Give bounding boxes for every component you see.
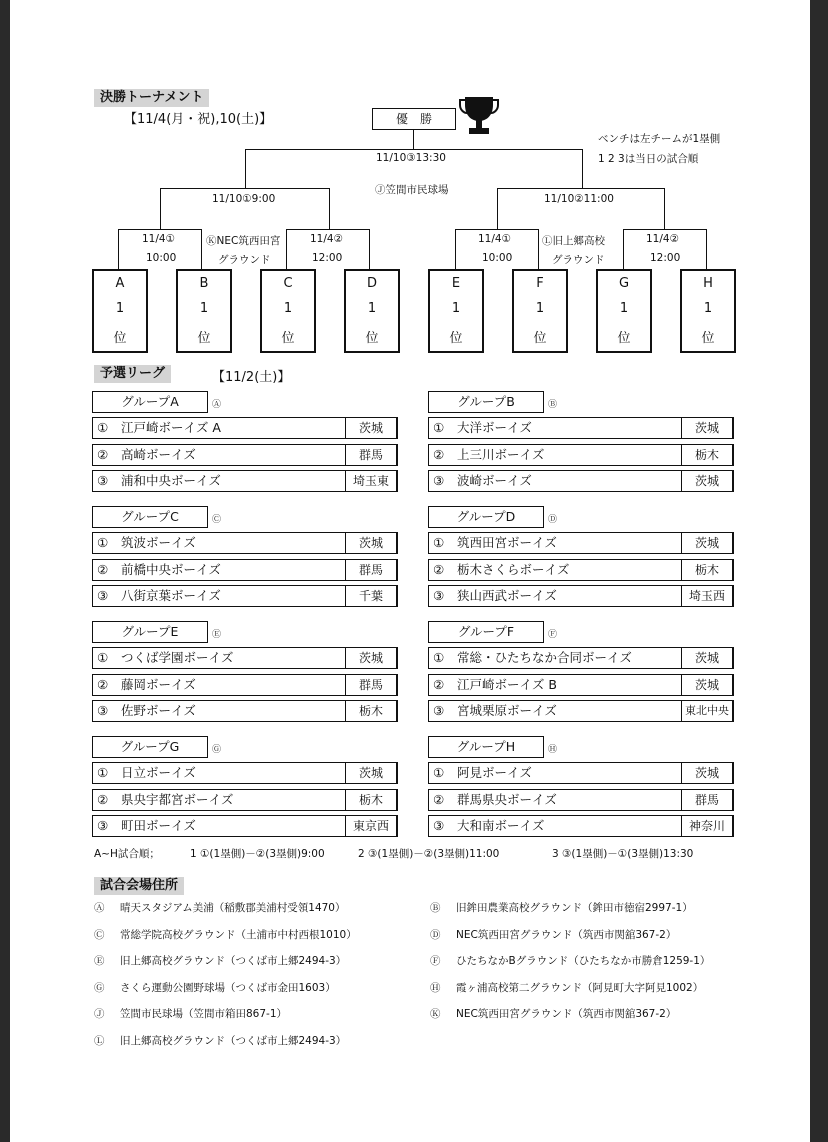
team-prefecture: 栃木 (345, 789, 397, 811)
seed-box-e: E 1 位 (428, 269, 484, 353)
venue-right-2: グラウンド (552, 254, 605, 266)
venue-item (94, 1033, 346, 1048)
venue-address: 晴天スタジアム美浦（稲敷郡美浦村受領1470） (120, 902, 346, 914)
venue-item (94, 953, 346, 968)
team-name: 常総・ひたちなか合同ボーイズ (457, 650, 632, 665)
team-row (428, 647, 734, 669)
venue-mark: Ⓓ (430, 928, 441, 941)
team-prefecture: 茨城 (345, 532, 397, 554)
team-prefecture: 埼玉東 (345, 470, 397, 492)
venue-address: さくら運動公園野球場（つくば市金田1603） (120, 981, 336, 994)
team-prefecture: 茨城 (681, 470, 733, 492)
team-name: 江戸崎ボーイズ A (121, 420, 221, 435)
team-name: 高崎ボーイズ (121, 446, 196, 462)
team-row (92, 585, 398, 607)
team-order: ② (97, 791, 109, 807)
venue-mark: Ⓚ (430, 1008, 441, 1021)
venue-mark: Ⓖ (94, 981, 105, 994)
venue-item (94, 900, 346, 915)
document-page (10, 0, 810, 1142)
team-order: ② (97, 561, 109, 577)
team-name: 筑波ボーイズ (121, 535, 196, 550)
team-prefecture: 茨城 (681, 647, 733, 669)
q2-left-time: 12:00 (312, 252, 343, 264)
team-order: ① (97, 535, 109, 550)
group-venue-mark: Ⓒ (212, 515, 222, 525)
team-prefecture: 栃木 (345, 700, 397, 722)
team-prefecture: 群馬 (681, 789, 733, 811)
team-row (428, 470, 734, 492)
order-note: 1 2 3は当日の試合順 (598, 153, 699, 165)
team-prefecture: 茨城 (345, 762, 397, 784)
venue-left-2: グラウンド (218, 254, 271, 266)
team-order: ③ (433, 703, 445, 718)
team-name: 日立ボーイズ (121, 765, 196, 780)
venue-left-1: ⓀNEC筑西田宮 (206, 235, 281, 247)
team-name: 狭山西武ボーイズ (457, 588, 557, 603)
venue-address: 常総学院高校グラウンド（土浦市中村西根1010） (120, 928, 357, 941)
team-name: 町田ボーイズ (121, 818, 196, 833)
venue-mark: Ⓙ (94, 1008, 105, 1021)
team-order: ③ (433, 473, 445, 488)
team-prefecture: 神奈川 (681, 815, 733, 837)
venue-right-1: Ⓛ旧上郷高校 (542, 235, 605, 247)
venue-mark: Ⓑ (430, 902, 441, 914)
team-prefecture: 群馬 (345, 674, 397, 696)
venue-item (430, 980, 703, 995)
team-prefecture: 群馬 (345, 444, 397, 466)
team-order: ③ (433, 818, 445, 833)
q1-right-time: 10:00 (482, 252, 513, 264)
group-title: グループA (92, 391, 208, 413)
group-venue-mark: Ⓓ (548, 515, 558, 525)
venue-mark: Ⓕ (430, 955, 441, 968)
team-prefecture: 茨城 (681, 532, 733, 554)
team-order: ③ (97, 588, 109, 603)
seed-box-h: H 1 位 (680, 269, 736, 353)
team-name: 栃木さくらボーイズ (457, 561, 570, 577)
venue-item (94, 1006, 287, 1021)
group-title: グループB (428, 391, 544, 413)
victory-box: 優 勝 (372, 108, 456, 130)
team-row (92, 700, 398, 722)
team-order: ③ (97, 818, 109, 833)
q1-left-time: 10:00 (146, 252, 177, 264)
team-name: 江戸崎ボーイズ B (457, 676, 557, 692)
order-2: 2 ③(1塁側)－②(3塁側)11:00 (358, 848, 500, 860)
team-row (428, 674, 734, 696)
team-row (428, 585, 734, 607)
team-order: ① (97, 650, 109, 665)
venue-item (430, 900, 693, 915)
team-row (428, 815, 734, 837)
team-name: 八街京葉ボーイズ (121, 588, 221, 603)
group-title: グループE (92, 621, 208, 643)
team-prefecture: 東京西 (345, 815, 397, 837)
team-row (92, 417, 398, 439)
venue-address: NEC筑西田宮グラウンド（筑西市関舘367-2） (456, 928, 677, 941)
team-row (428, 532, 734, 554)
venue-item (430, 1006, 676, 1021)
team-name: 前橋中央ボーイズ (121, 561, 221, 577)
team-prefecture: 東北中央 (681, 700, 733, 722)
team-name: つくば学園ボーイズ (121, 650, 234, 665)
group-venue-mark: Ⓐ (212, 400, 222, 410)
venue-address: 旧上郷高校グラウンド（つくば市上郷2494-3） (120, 1035, 347, 1047)
team-row (92, 532, 398, 554)
team-order: ② (97, 676, 109, 692)
team-row (92, 674, 398, 696)
team-row (92, 559, 398, 581)
q2-left: 11/4② (310, 233, 343, 245)
team-name: 宮城栗原ボーイズ (457, 703, 557, 718)
team-name: 筑西田宮ボーイズ (457, 535, 557, 550)
group-title: グループG (92, 736, 208, 758)
prelim-title: 予選リーグ (94, 365, 171, 383)
group-venue-mark: Ⓖ (212, 745, 222, 755)
team-prefecture: 茨城 (345, 417, 397, 439)
team-row (92, 647, 398, 669)
q1-right: 11/4① (478, 233, 511, 245)
venues-title: 試合会場住所 (94, 877, 184, 895)
venue-mark: Ⓐ (94, 902, 105, 914)
venue-address: 霞ヶ浦高校第二グラウンド（阿見町大字阿見1002） (456, 981, 704, 994)
team-order: ③ (97, 473, 109, 488)
finals-dates: 【11/4(月・祝),10(土)】 (124, 112, 273, 127)
team-name: 波崎ボーイズ (457, 473, 532, 488)
seed-box-g: G 1 位 (596, 269, 652, 353)
team-name: 大洋ボーイズ (457, 420, 532, 435)
team-name: 佐野ボーイズ (121, 703, 196, 718)
q2-right-time: 12:00 (650, 252, 681, 264)
team-order: ② (433, 446, 445, 462)
venue-mark: Ⓒ (94, 928, 105, 941)
team-order: ② (433, 561, 445, 577)
final-time: 11/10③13:30 (376, 152, 446, 164)
team-order: ① (433, 535, 445, 550)
team-name: 藤岡ボーイズ (121, 676, 196, 692)
venue-item (430, 953, 710, 968)
order-label: A~H試合順； (94, 848, 160, 860)
team-prefecture: 栃木 (681, 559, 733, 581)
team-prefecture: 千葉 (345, 585, 397, 607)
team-prefecture: 群馬 (345, 559, 397, 581)
team-prefecture: 茨城 (681, 762, 733, 784)
team-row (428, 559, 734, 581)
trophy-icon (459, 95, 499, 137)
seed-box-d: D 1 位 (344, 269, 400, 353)
final-venue: Ⓙ笠間市民球場 (375, 184, 449, 196)
group-title: グループF (428, 621, 544, 643)
group-venue-mark: Ⓕ (548, 630, 558, 640)
team-row (428, 789, 734, 811)
team-name: 上三川ボーイズ (457, 446, 545, 462)
team-name: 群馬県央ボーイズ (457, 791, 557, 807)
team-row (92, 470, 398, 492)
team-row (92, 815, 398, 837)
finals-title: 決勝トーナメント (94, 89, 209, 107)
team-order: ① (433, 765, 445, 780)
team-prefecture: 茨城 (681, 417, 733, 439)
team-order: ① (433, 650, 445, 665)
team-row (92, 762, 398, 784)
group-title: グループC (92, 506, 208, 528)
team-row (92, 444, 398, 466)
team-prefecture: 埼玉西 (681, 585, 733, 607)
group-title: グループD (428, 506, 544, 528)
team-row (428, 444, 734, 466)
team-order: ② (97, 446, 109, 462)
prelim-date: 【11/2(土)】 (212, 370, 291, 385)
venue-address: 旧鉾田農業高校グラウンド（鉾田市徳宿2997-1） (456, 902, 693, 914)
group-venue-mark: Ⓗ (548, 745, 558, 755)
seed-box-b: B 1 位 (176, 269, 232, 353)
q1-left: 11/4① (142, 233, 175, 245)
team-order: ③ (433, 588, 445, 603)
team-name: 阿見ボーイズ (457, 765, 532, 780)
team-prefecture: 茨城 (345, 647, 397, 669)
team-row (428, 762, 734, 784)
order-3: 3 ③(1塁側)－①(3塁側)13:30 (552, 848, 694, 860)
team-order: ③ (97, 703, 109, 718)
team-order: ② (433, 676, 445, 692)
team-name: 浦和中央ボーイズ (121, 473, 221, 488)
venue-address: ひたちなかBグラウンド（ひたちなか市勝倉1259-1） (456, 955, 711, 968)
team-prefecture: 栃木 (681, 444, 733, 466)
venue-mark: Ⓔ (94, 955, 105, 968)
venue-item (94, 980, 336, 995)
venue-address: 旧上郷高校グラウンド（つくば市上郷2494-3） (120, 955, 347, 968)
team-row (428, 700, 734, 722)
venue-mark: Ⓛ (94, 1035, 105, 1047)
bench-note: ベンチは左チームが1塁側 (598, 133, 721, 145)
group-title: グループH (428, 736, 544, 758)
q2-right: 11/4② (646, 233, 679, 245)
venue-item (94, 927, 357, 942)
team-row (428, 417, 734, 439)
group-venue-mark: Ⓑ (548, 400, 558, 410)
team-order: ② (433, 791, 445, 807)
seed-box-a: A 1 位 (92, 269, 148, 353)
seed-box-f: F 1 位 (512, 269, 568, 353)
semi-right-time: 11/10②11:00 (544, 193, 614, 205)
venue-address: NEC筑西田宮グラウンド（筑西市関舘367-2） (456, 1008, 677, 1021)
venue-item (430, 927, 676, 942)
team-order: ① (97, 420, 109, 435)
team-row (92, 789, 398, 811)
team-name: 県央宇都宮ボーイズ (121, 791, 234, 807)
team-order: ① (433, 420, 445, 435)
team-prefecture: 茨城 (681, 674, 733, 696)
team-order: ① (97, 765, 109, 780)
semi-left-time: 11/10①9:00 (212, 193, 276, 205)
seed-box-c: C 1 位 (260, 269, 316, 353)
team-name: 大和南ボーイズ (457, 818, 545, 833)
venue-address: 笠間市民球場（笠間市箱田867-1） (120, 1008, 288, 1021)
group-venue-mark: Ⓔ (212, 630, 222, 640)
order-1: 1 ①(1塁側)－②(3塁側)9:00 (190, 848, 325, 860)
venue-mark: Ⓗ (430, 981, 441, 994)
